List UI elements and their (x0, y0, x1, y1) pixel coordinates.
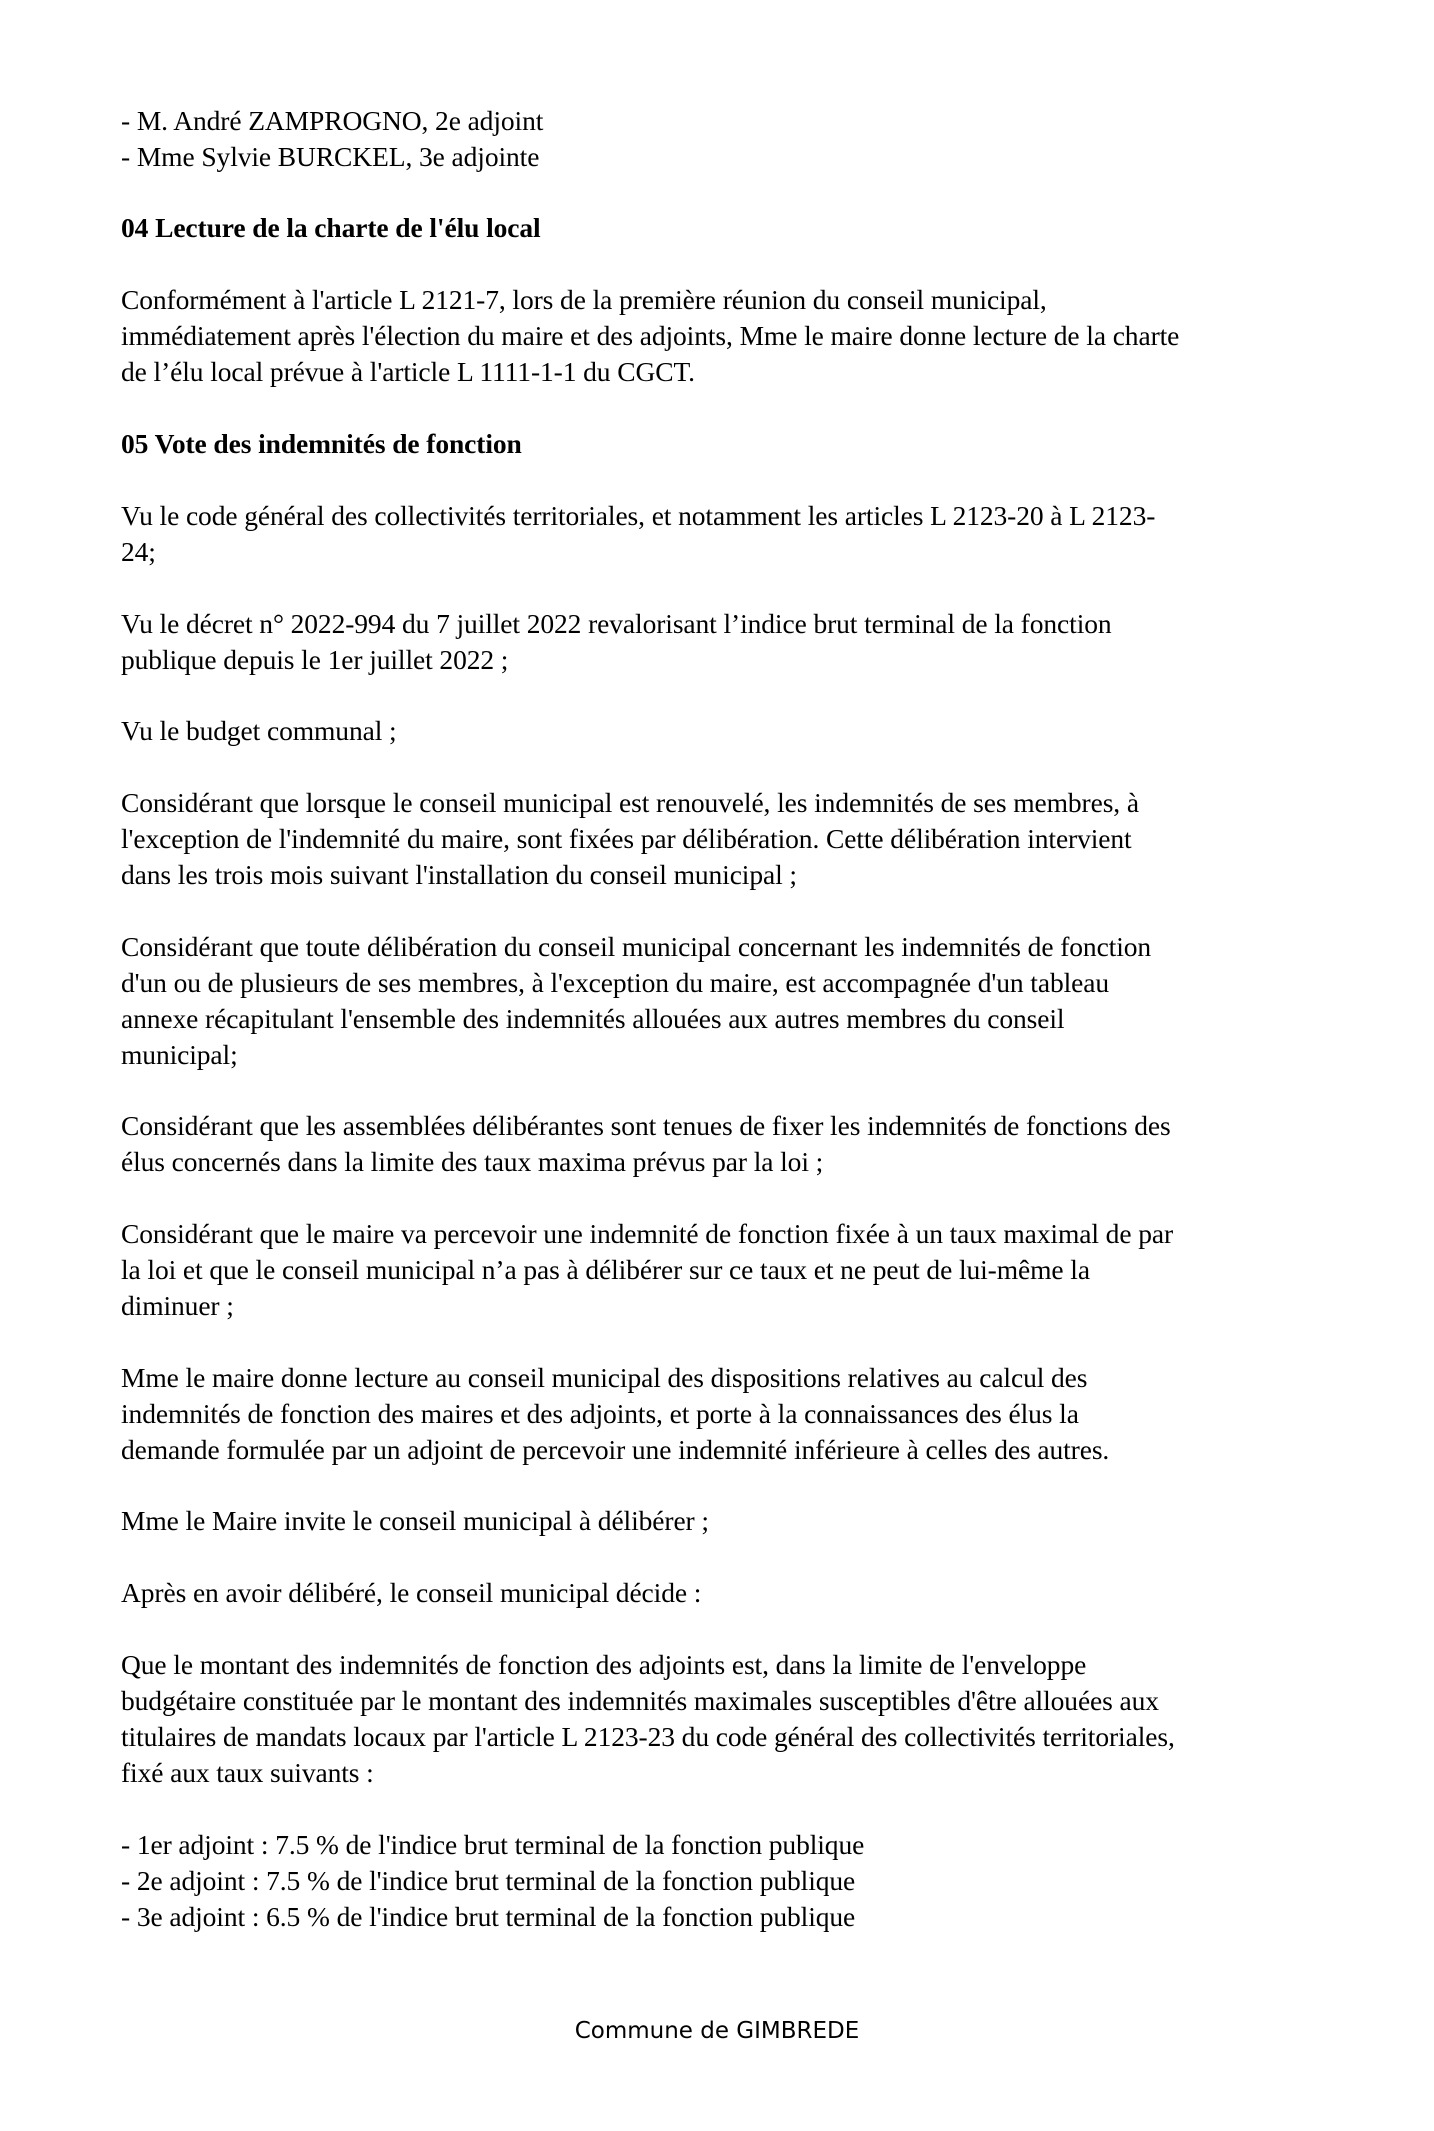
paragraph-line: municipal; (121, 1039, 238, 1070)
paragraph-line: Vu le code général des collectivités territoriales, et notamment les articles L 2123-20 à L 2123- (121, 500, 1156, 531)
paragraph-line: 24; (121, 536, 156, 567)
paragraph-line: Que le montant des indemnités de fonction des adjoints est, dans la limite de l'enveloppe (121, 1649, 1087, 1680)
adjoint-list-item: - Mme Sylvie BURCKEL, 3e adjointe (121, 141, 540, 172)
paragraph-line: fixé aux taux suivants : (121, 1757, 374, 1788)
paragraph-line: l'exception de l'indemnité du maire, sont fixées par délibération. Cette délibération intervient (121, 823, 1132, 854)
paragraph-line: Conformément à l'article L 2121-7, lors de la première réunion du conseil municipal, (121, 284, 1047, 315)
paragraph-line: budgétaire constituée par le montant des indemnités maximales susceptibles d'être allouées aux (121, 1685, 1159, 1716)
section-heading-05: 05 Vote des indemnités de fonction (121, 428, 522, 459)
paragraph-line: immédiatement après l'élection du maire et des adjoints, Mme le maire donne lecture de la charte (121, 320, 1180, 351)
adjoint-list-item: - M. André ZAMPROGNO, 2e adjoint (121, 105, 544, 136)
paragraph-line: dans les trois mois suivant l'installation du conseil municipal ; (121, 859, 797, 890)
paragraph-line: Vu le décret n° 2022-994 du 7 juillet 2022 revalorisant l’indice brut terminal de la fonction (121, 608, 1112, 639)
paragraph-line: Considérant que le maire va percevoir une indemnité de fonction fixée à un taux maximal de par (121, 1218, 1174, 1249)
rate-list-item: - 2e adjoint : 7.5 % de l'indice brut terminal de la fonction publique (121, 1865, 856, 1896)
paragraph-line: diminuer ; (121, 1290, 234, 1321)
paragraph-line: de l’élu local prévue à l'article L 1111-1-1 du CGCT. (121, 356, 695, 387)
paragraph-line: publique depuis le 1er juillet 2022 ; (121, 644, 509, 675)
page-footer: Commune de GIMBREDE (574, 2018, 860, 2044)
rate-list-item: - 1er adjoint : 7.5 % de l'indice brut terminal de la fonction publique (121, 1829, 865, 1860)
paragraph-line: Après en avoir délibéré, le conseil municipal décide : (121, 1577, 702, 1608)
paragraph-line: Considérant que toute délibération du conseil municipal concernant les indemnités de fonction (121, 931, 1152, 962)
paragraph-line: Mme le maire donne lecture au conseil municipal des dispositions relatives au calcul des (121, 1362, 1088, 1393)
paragraph-line: d'un ou de plusieurs de ses membres, à l'exception du maire, est accompagnée d'un tableau (121, 967, 1110, 998)
rate-list-item: - 3e adjoint : 6.5 % de l'indice brut terminal de la fonction publique (121, 1901, 856, 1932)
paragraph-line: titulaires de mandats locaux par l'article L 2123-23 du code général des collectivités territoriales, (121, 1721, 1175, 1752)
paragraph-line: demande formulée par un adjoint de percevoir une indemnité inférieure à celles des autres. (121, 1434, 1110, 1465)
paragraph-line: annexe récapitulant l'ensemble des indemnités allouées aux autres membres du conseil (121, 1003, 1065, 1034)
paragraph-line: élus concernés dans la limite des taux maxima prévus par la loi ; (121, 1146, 824, 1177)
paragraph-line: Vu le budget communal ; (121, 715, 397, 746)
paragraph-line: indemnités de fonction des maires et des adjoints, et porte à la connaissances des élus la (121, 1398, 1079, 1429)
paragraph-line: Mme le Maire invite le conseil municipal à délibérer ; (121, 1505, 709, 1536)
paragraph-line: la loi et que le conseil municipal n’a pas à délibérer sur ce taux et ne peut de lui-même la (121, 1254, 1090, 1285)
paragraph-line: Considérant que lorsque le conseil municipal est renouvelé, les indemnités de ses membres, à (121, 787, 1139, 818)
section-heading-04: 04 Lecture de la charte de l'élu local (121, 212, 541, 243)
paragraph-line: Considérant que les assemblées délibérantes sont tenues de fixer les indemnités de fonctions des (121, 1110, 1171, 1141)
